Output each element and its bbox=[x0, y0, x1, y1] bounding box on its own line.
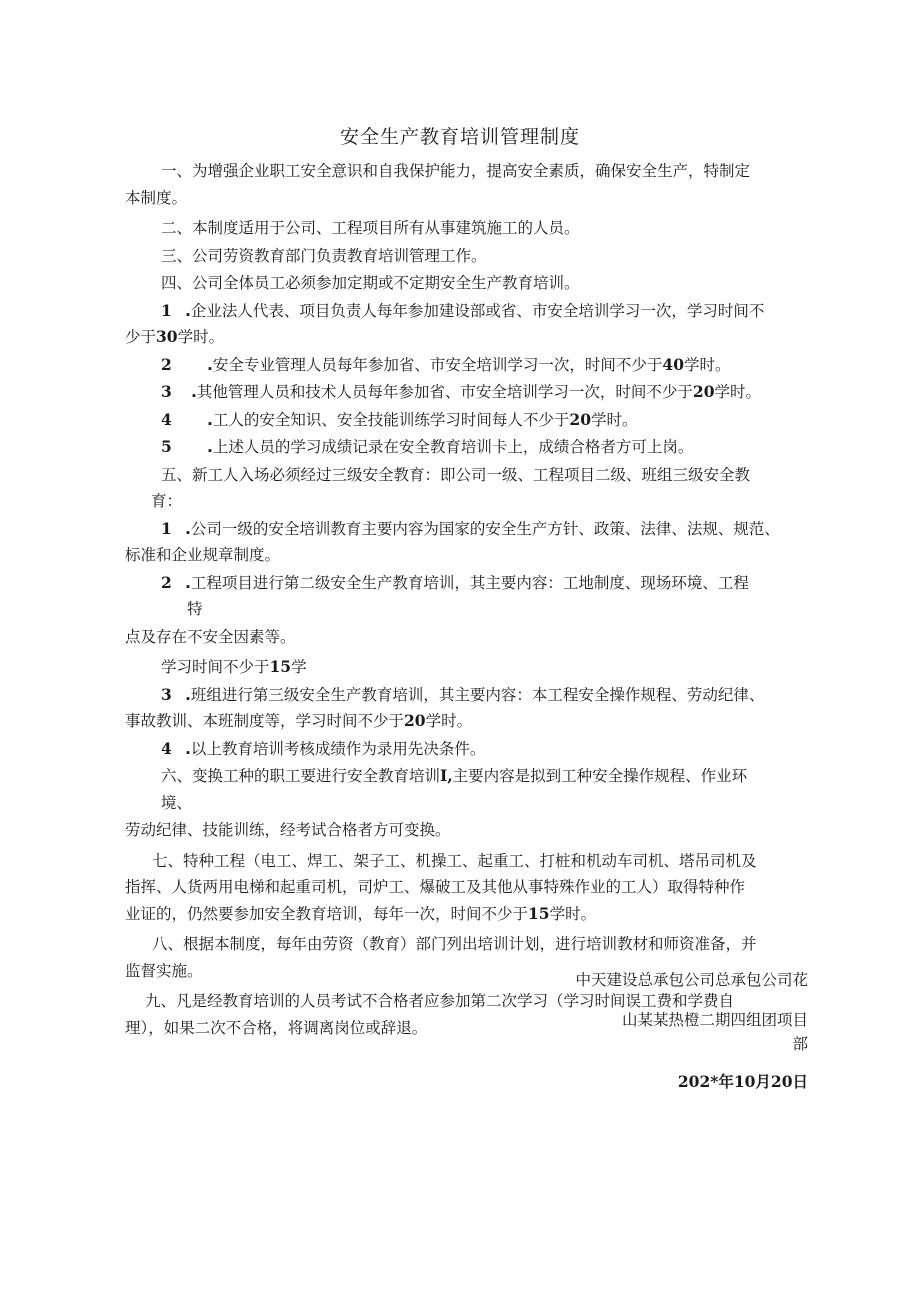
list-text: 企业法人代表、项目负责人每年参加建设部或省、市安全培训学习一次，学习时间不 bbox=[190, 301, 765, 320]
list-item-5-2-cont: 点及存在不安全因素等。 bbox=[125, 627, 296, 646]
hours-value: 15 bbox=[269, 657, 292, 676]
paragraph-5-line-1: 五、新工人入场必须经过三级安全教育：即公司一级、工程项目二级、班组三级安全教 bbox=[161, 465, 751, 484]
ocr-mark: I, bbox=[440, 766, 453, 785]
list-text: 其他管理人员和技术人员每年参加省、市安全培训学习一次，时间不少于 bbox=[196, 383, 693, 401]
study-time-line bbox=[125, 654, 815, 681]
list-text: 学时。 bbox=[590, 410, 638, 429]
list-number: 3 bbox=[161, 684, 172, 704]
list-text: 六、变换工种的职工要进行安全教育培训 bbox=[161, 767, 441, 785]
list-text: 事故教训、本班制度等，学习时间不少于 bbox=[125, 712, 405, 730]
paragraph-2: 二、本制度适用于公司、工程项目所有从事建筑施工的人员。 bbox=[161, 219, 580, 237]
list-number: 2 bbox=[161, 354, 172, 374]
list-item-5-3-cont bbox=[125, 708, 815, 735]
list-text: 班组进行第三级安全生产教育培训，其主要内容：本工程安全操作规程、劳动纪律、 bbox=[190, 685, 765, 704]
list-item-5-1: 1 . 公司一级的安全培训教育主要内容为国家的安全生产方针、政策、法律、法规、规范、 bbox=[125, 516, 815, 543]
paragraph-6-line-1 bbox=[125, 763, 815, 790]
list-number: 1 bbox=[161, 300, 172, 320]
signature-company: 中天建设总承包公司总承包公司花 bbox=[575, 971, 808, 989]
signature-project-suffix: 部 bbox=[792, 1035, 808, 1053]
list-item-4-1: 1 . 企业法人代表、项目负责人每年参加建设部或省、市安全培训学习一次，学习时间不 bbox=[125, 298, 815, 325]
list-text: 学时。 bbox=[177, 328, 225, 346]
list-text: 学习时间不少于 bbox=[161, 658, 270, 676]
list-number: 1 bbox=[161, 518, 172, 538]
hours-value: 40 bbox=[662, 354, 684, 374]
paragraph-6-line-2: 境、 bbox=[161, 793, 193, 812]
hours-value: 20 bbox=[692, 382, 715, 401]
paragraph-8-line-1: 八、根据本制度，每年由劳资（教育）部门列出培训计划，进行培训教材和师资准备，并 bbox=[152, 935, 757, 953]
list-item-4-3: 3 . 其他管理人员和技术人员每年参加省、市安全培训学习一次，时间不少于 20 学时。 bbox=[125, 379, 815, 406]
document-body bbox=[125, 158, 815, 1041]
list-number: 2 bbox=[161, 572, 172, 592]
list-item-4-5: 5 . 上述人员的学习成绩记录在安全教育培训卡上，成绩合格者方可上岗。 bbox=[125, 434, 815, 461]
paragraph-7-line-3 bbox=[125, 901, 815, 928]
paragraph-5-line-2: 育： bbox=[151, 492, 183, 510]
list-text: 学时。 bbox=[683, 355, 731, 374]
paragraph-4: 四、公司全体员工必须参加定期或不定期安全生产教育培训。 bbox=[161, 274, 580, 292]
list-text: 公司一级的安全培训教育主要内容为国家的安全生产方针、政策、法律、法规、规范、 bbox=[190, 519, 780, 538]
hours-value: 20 bbox=[404, 711, 426, 730]
signature-date: 202*年10月20日 bbox=[677, 1072, 808, 1091]
list-item-4-1-cont bbox=[125, 324, 815, 351]
list-text: 上述人员的学习成绩记录在安全教育培训卡上，成绩合格者方可上岗。 bbox=[212, 438, 694, 456]
list-text: 安全专业管理人员每年参加省、市安全培训学习一次，时间不少于 bbox=[212, 355, 663, 374]
list-item-5-2-wrap: 特 bbox=[187, 600, 203, 618]
hours-value: 30 bbox=[156, 327, 178, 346]
signature-project: 山某某热橙二期四组团项目 bbox=[621, 1011, 808, 1029]
list-number: 3 bbox=[161, 382, 172, 401]
hours-value: 15 bbox=[528, 903, 550, 923]
list-text: 工程项目进行第二级安全生产教育培训，其主要内容：工地制度、现场环境、工程 bbox=[190, 573, 749, 592]
list-text: 工人的安全知识、安全技能训练学习时间每人不少于 bbox=[212, 410, 570, 429]
list-number: 5 bbox=[161, 437, 172, 456]
list-number: 4 bbox=[161, 738, 172, 758]
paragraph-1-line-1: 一、为增强企业职工安全意识和自我保护能力，提高安全素质，确保安全生产，特制定 bbox=[161, 162, 751, 180]
paragraph-7-line-1: 七、特种工程（电工、焊工、架子工、机操工、起重工、打桩和机动车司机、塔吊司机及 bbox=[152, 851, 757, 870]
list-text: 学 bbox=[291, 658, 307, 676]
paragraph-9-line-1: 九、凡是经教育培训的人员考试不合格者应参加第二次学习（学习时间误工费和学费自 bbox=[145, 992, 735, 1010]
list-text: 主要内容是拟到工种安全操作规程、作业环 bbox=[452, 767, 748, 785]
hours-value: 20 bbox=[569, 409, 591, 429]
paragraph-6-line-3: 劳动纪律、技能训练，经考试合格者方可变换。 bbox=[125, 821, 451, 839]
list-item-5-2: 2 . 工程项目进行第二级安全生产教育培训，其主要内容：工地制度、现场环境、工程 bbox=[125, 570, 815, 597]
list-text: 学时。 bbox=[425, 712, 473, 730]
list-text: 以上教育培训考核成绩作为录用先决条件。 bbox=[190, 739, 486, 758]
paragraph-3: 三、公司劳资教育部门负责教育培训管理工作。 bbox=[161, 246, 487, 265]
list-item-5-3: 3 . 班组进行第三级安全生产教育培训，其主要内容：本工程安全操作规程、劳动纪律、 bbox=[125, 682, 815, 709]
paragraph-9-line-2: 理），如果二次不合格，将调离岗位或辞退。 bbox=[125, 1018, 428, 1037]
paragraph-8-line-2: 监督实施。 bbox=[125, 961, 203, 980]
paragraph-7-line-2: 指挥、人货两用电梯和起重司机，司炉工、爆破工及其他从事特殊作业的工人）取得特种作 bbox=[125, 878, 746, 896]
list-text: 少于 bbox=[125, 328, 157, 346]
list-text: 学时。 bbox=[549, 904, 597, 923]
paragraph-1-line-2: 本制度。 bbox=[125, 188, 188, 207]
list-item-5-1-cont: 标准和企业规章制度。 bbox=[125, 546, 281, 564]
list-text: 业证的，仍然要参加安全教育培训，每年一次，时间不少于 bbox=[125, 904, 529, 923]
list-text: 学时。 bbox=[714, 383, 761, 401]
list-item-4-2: 2 . 安全专业管理人员每年参加省、市安全培训学习一次，时间不少于 40 学时。 bbox=[125, 352, 815, 379]
list-item-5-4: 4 . 以上教育培训考核成绩作为录用先决条件。 bbox=[125, 736, 815, 763]
list-number: 4 bbox=[161, 409, 172, 429]
list-item-4-4: 4 . 工人的安全知识、安全技能训练学习时间每人不少于 20 学时。 bbox=[125, 407, 815, 434]
document-title: 安全生产教育培训管理制度 bbox=[339, 126, 580, 148]
